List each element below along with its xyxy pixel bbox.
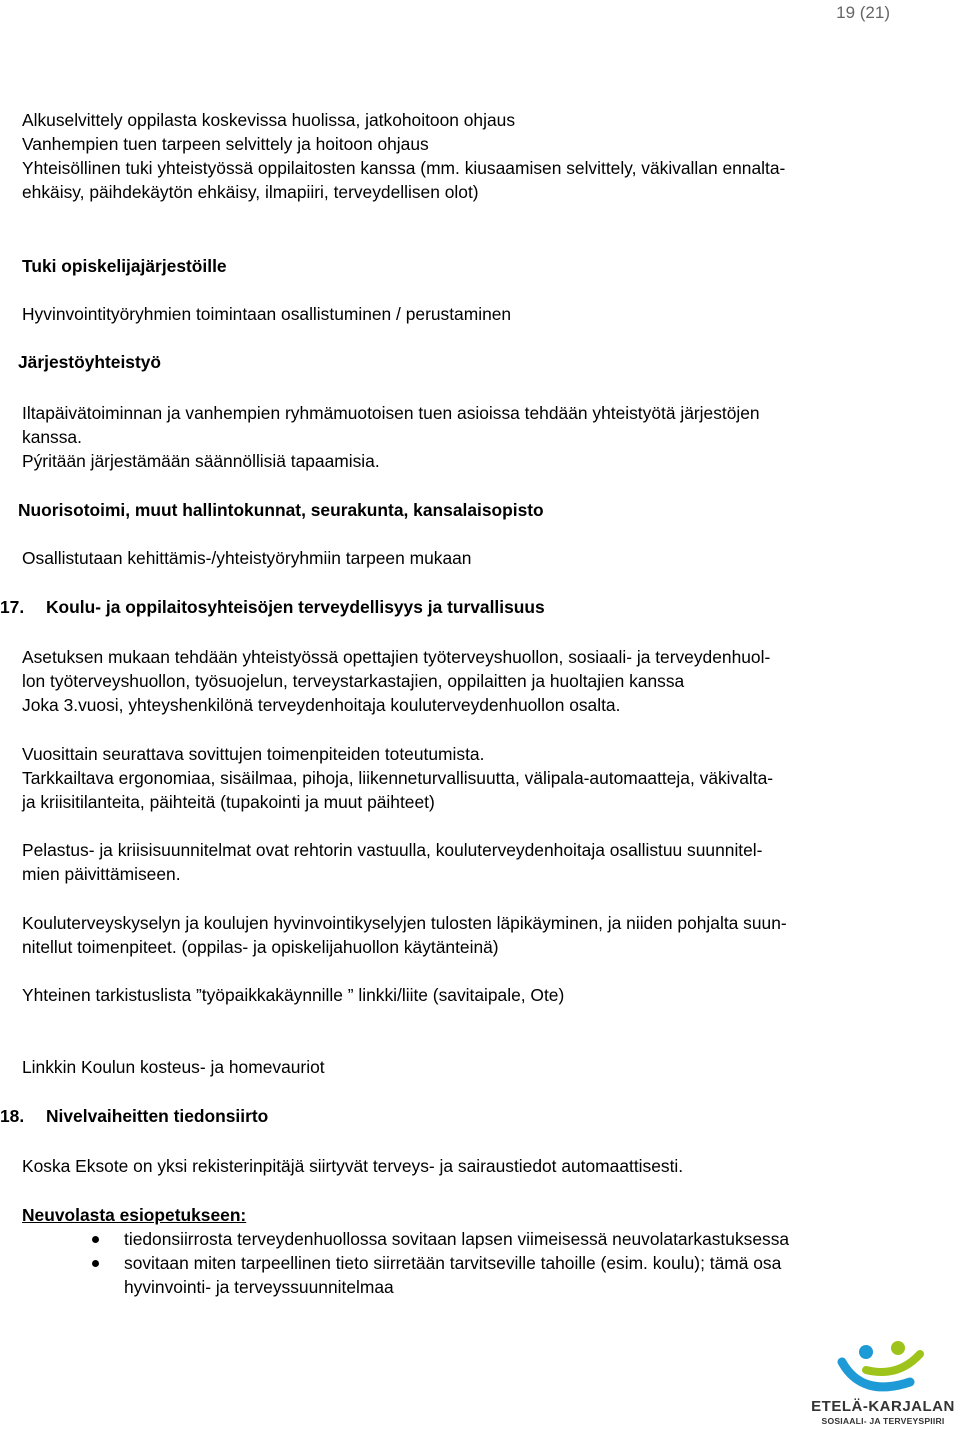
bullet-dot: [92, 1260, 99, 1267]
text-line: ja kriisitilanteita, päihteitä (tupakointi ja muut päihteet): [22, 792, 435, 812]
moisture-link-line[interactable]: Linkkin Koulun kosteus- ja homevauriot: [22, 1057, 325, 1077]
section-number: 18.: [0, 1106, 25, 1126]
text-line: Osallistutaan kehittämis-/yhteistyöryhmiin tarpeen mukaan: [22, 548, 472, 568]
text-line: mien päivittämiseen.: [22, 864, 181, 884]
bullet-text: tiedonsiirrosta terveydenhuollossa sovitaan lapsen viimeisessä neuvolatarkastuksessa: [124, 1229, 790, 1249]
text-line: ehkäisy, päihdekäytön ehkäisy, ilmapiiri, terveydellisen olot): [22, 182, 479, 202]
text-line: Joka 3.vuosi, yhteyshenkilönä terveydenhoitaja kouluterveydenhuollon osalta.: [22, 695, 621, 715]
subheading: Neuvolasta esiopetukseen:: [22, 1205, 247, 1225]
text-line: Iltapäivätoiminnan ja vanhempien ryhmämuotoisen tuen asioissa tehdään yhteistyötä järjestöjen: [22, 403, 760, 423]
bullet-text: sovitaan miten tarpeellinen tieto siirretään tarvitseville tahoille (esim. koulu); tämä osa: [124, 1253, 782, 1273]
logo-head-green: [891, 1341, 905, 1355]
checklist-link-line[interactable]: Yhteinen tarkistuslista ”työpaikkakäynnille ” linkki/liite (savitaipale, Ote): [22, 985, 565, 1005]
text-line: Kouluterveyskyselyn ja koulujen hyvinvointikyselyjen tulosten läpikäyminen, ja niiden pohjalta suun-: [22, 913, 787, 933]
bullet-text: hyvinvointi- ja terveyssuunnitelmaa: [124, 1277, 394, 1297]
text-line: lon työterveyshuollon, työsuojelun, terveystarkastajien, oppilaitten ja huoltajien kanssa: [22, 671, 685, 691]
text-line: Tarkkailtava ergonomiaa, sisäilmaa, pihoja, liikenneturvallisuutta, välipala-automaatteja, väkivalta-: [22, 768, 774, 788]
section-title: Koulu- ja oppilaitosyhteisöjen terveydellisyys ja turvallisuus: [46, 597, 545, 617]
text-line: Vuosittain seurattava sovittujen toimenpiteiden toteutumista.: [22, 744, 485, 764]
logo-head-blue: [859, 1345, 873, 1359]
etela-karjala-logo: [808, 1340, 958, 1430]
text-line: Asetuksen mukaan tehdään yhteistyössä opettajien työterveyshuollon, sosiaali- ja terveydenhuol-: [22, 647, 771, 667]
text-line: Pelastus- ja kriisisuunnitelmat ovat rehtorin vastuulla, kouluterveydenhoitaja osallistuu suunnitel-: [22, 840, 763, 860]
text-line: Hyvinvointityöryhmien toimintaan osallistuminen / perustaminen: [22, 304, 512, 324]
logo-subtitle: SOSIAALI- JA TERVEYSPIIRI: [821, 1416, 945, 1426]
text-line: Koska Eksote on yksi rekisterinpitäjä siirtyvät terveys- ja sairaustiedot automaattisesti.: [22, 1156, 684, 1176]
heading: Tuki opiskelijajärjestöille: [22, 256, 227, 276]
person-logo-icon: [836, 1340, 926, 1400]
heading: Järjestöyhteistyö: [18, 352, 162, 372]
logo-arc-green: [866, 1354, 920, 1372]
page-number: 19 (21): [836, 3, 890, 22]
text-line: nitellut toimenpiteet. (oppilas- ja opiskelijahuollon käytänteinä): [22, 937, 499, 957]
text-line: Yhteisöllinen tuki yhteistyössä oppilaitosten kanssa (mm. kiusaamisen selvittely, väkivallan ennalta-: [22, 158, 786, 178]
section-title: Nivelvaiheitten tiedonsiirto: [46, 1106, 269, 1126]
text-line: Alkuselvittely oppilasta koskevissa huolissa, jatkohoitoon ohjaus: [22, 110, 516, 130]
text-line: kanssa.: [22, 427, 82, 447]
heading: Nuorisotoimi, muut hallintokunnat, seurakunta, kansalaisopisto: [18, 500, 544, 520]
text-line: Vanhempien tuen tarpeen selvittely ja hoitoon ohjaus: [22, 134, 429, 154]
text-line: Pýritään järjestämään säännöllisiä tapaamisia.: [22, 451, 380, 471]
bullet-dot: [92, 1236, 99, 1243]
logo-name: ETELÄ-KARJALAN: [811, 1398, 955, 1415]
section-number: 17.: [0, 597, 25, 617]
